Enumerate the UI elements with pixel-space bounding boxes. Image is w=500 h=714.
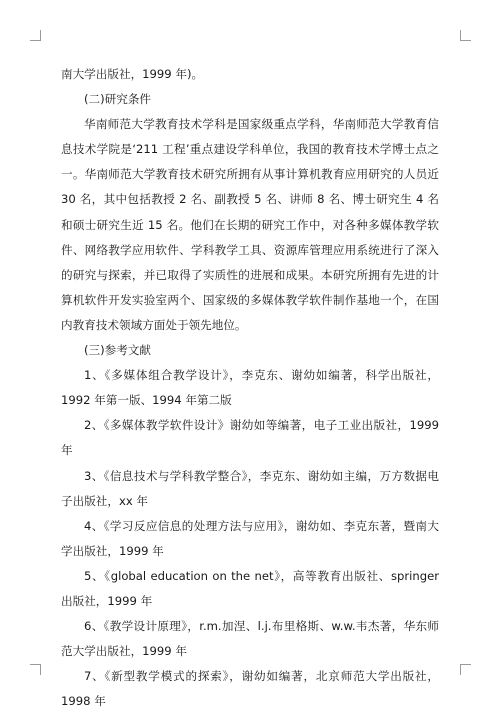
- continuation-line: 南大学出版社，1999 年)。: [61, 67, 204, 81]
- reference-item: 7、《新型教学模式的探索》，谢幼如编著，北京师范大学出版社，1998 年: [61, 669, 439, 709]
- reference-item: 4、《学习反应信息的处理方法与应用》，谢幼如、李克东著，暨南大学出版社，1999 年: [61, 518, 439, 558]
- reference-item: 2、《多媒体教学软件设计》谢幼如等编著，电子工业出版社，1999 年: [61, 418, 439, 458]
- reference-item: 3、《信息技术与学科教学整合》，李克东、谢幼如主编，万方数据电子出版社，xx 年: [61, 468, 439, 508]
- reference-item: 1、《多媒体组合教学设计》，李克东、谢幼如编著，科学出版社，1992 年第一版、1994 年第二版: [61, 368, 439, 408]
- document-body: [61, 62, 439, 714]
- reference-item: 6、《教学设计原理》，r.m.加涅、l.j.布里格斯、w.w.韦杰著，华东师范大学出版社，1999 年: [61, 619, 439, 659]
- crop-mark-top-left: [30, 30, 41, 41]
- section-heading-references: (三)参考文献: [84, 343, 152, 358]
- reference-item: 5、《global education on the net》，高等教育出版社、springer 出版社，1999 年: [61, 568, 439, 608]
- crop-mark-top-right: [460, 30, 471, 41]
- research-conditions-paragraph: 华南师范大学教育技术学科是国家级重点学科，华南师范大学教育信息技术学院是‘211 工程’重点建设学科单位，我国的教育技术学博士点之一。华南师范大学教育技术研究所拥有从事计算机教育应用研究的人员近 30 名，其中包括教授 2 名、副教授 5 名、讲师 8 名、博士研究生 4 名和硕士研究生近 15 名。他们在长期的研究工作中，对各种多媒体教学软件、网络教学应用软件、学科教学工具、资源库管理应用系统进行了深入的研究与探索，并已取得了实质性的进展和成果。本研究所拥有先进的计算机软件开发实验室两个、国家级的多媒体教学软件制作基地一个，在国内教育技术领域方面处于领先地位。: [61, 117, 439, 332]
- crop-mark-bottom-left: [30, 664, 41, 675]
- section-heading-research-conditions: (二)研究条件: [84, 92, 152, 107]
- crop-mark-bottom-right: [460, 664, 471, 675]
